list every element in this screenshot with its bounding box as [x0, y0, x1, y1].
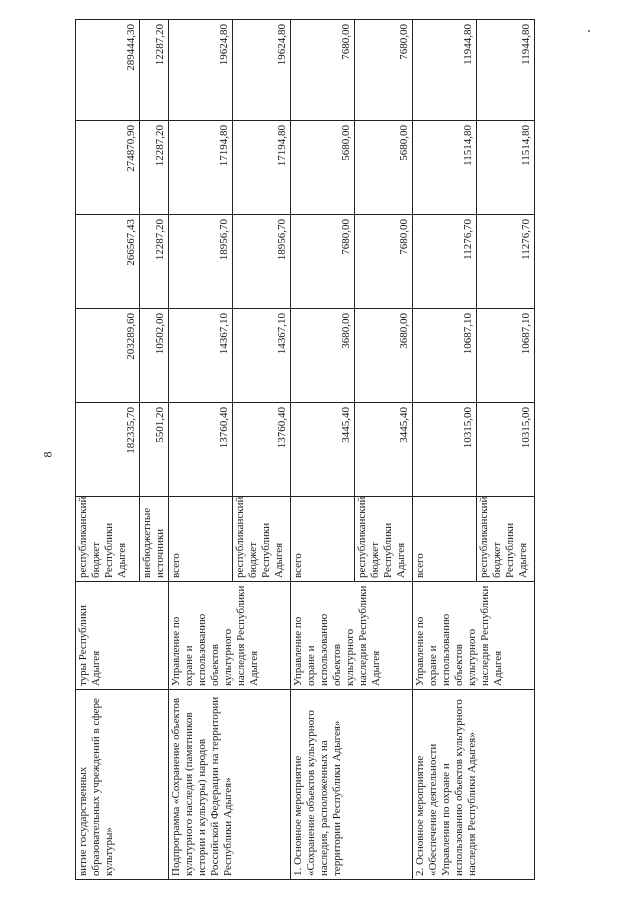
- amount-cell: 19624,80: [169, 20, 233, 121]
- amount-cell: 11514,80: [477, 121, 535, 215]
- amount-cell: 7680,00: [291, 215, 355, 309]
- executor-cell: Управление по охране и использованию объектов культурного наследия Республики Адыгея: [169, 582, 291, 690]
- table-row: [76, 20, 140, 880]
- program-name-cell: Подпрограмма «Сохранение объектов культурного наследия (памятников истории и культуры) народов Российской Федерации на территории Республики Адыгея»: [169, 690, 291, 880]
- amount-cell: 3680,00: [291, 309, 355, 403]
- funding-source-cell: республиканский бюджет Республики Адыгея: [477, 497, 535, 582]
- funding-source-cell: всего: [169, 497, 233, 582]
- table-row: [413, 20, 477, 880]
- program-name-cell: 2. Основное мероприятие «Обеспечение деятельности Управления по охране и использованию объектов культурного наследия Республики Адыгея»: [413, 690, 535, 880]
- amount-cell: 18956,70: [169, 215, 233, 309]
- amount-cell: 203289,60: [76, 309, 140, 403]
- funding-source-cell: республиканский бюджет Республики Адыгея: [76, 497, 140, 582]
- executor-cell: туры Республики Адыгея: [76, 582, 169, 690]
- program-name-cell: витие государственных образовательных учреждений в сфере культуры»: [76, 690, 169, 880]
- amount-cell: 5501,20: [140, 403, 169, 497]
- amount-cell: 19624,80: [233, 20, 291, 121]
- amount-cell: 17194,80: [169, 121, 233, 215]
- amount-cell: 18956,70: [233, 215, 291, 309]
- amount-cell: 12287,20: [140, 121, 169, 215]
- amount-cell: 12287,20: [140, 215, 169, 309]
- amount-cell: 11276,70: [413, 215, 477, 309]
- amount-cell: 10315,00: [477, 403, 535, 497]
- amount-cell: 289444,30: [76, 20, 140, 121]
- amount-cell: 14367,10: [233, 309, 291, 403]
- amount-cell: 5680,00: [355, 121, 413, 215]
- funding-source-cell: внебюджетные источники: [140, 497, 169, 582]
- amount-cell: 11944,80: [413, 20, 477, 121]
- amount-cell: 10687,10: [413, 309, 477, 403]
- funding-source-cell: всего: [291, 497, 355, 582]
- amount-cell: 5680,00: [291, 121, 355, 215]
- amount-cell: 13760,40: [233, 403, 291, 497]
- amount-cell: 182335,70: [76, 403, 140, 497]
- table-row: [169, 20, 233, 880]
- executor-cell: Управление по охране и использованию объектов культурного наследия Республики Адыгея: [413, 582, 535, 690]
- funding-source-cell: республиканский бюджет Республики Адыгея: [233, 497, 291, 582]
- table-body: [76, 20, 535, 880]
- amount-cell: 10315,00: [413, 403, 477, 497]
- table-row: [291, 20, 355, 880]
- amount-cell: 3680,00: [355, 309, 413, 403]
- funding-source-cell: всего: [413, 497, 477, 582]
- amount-cell: 14367,10: [169, 309, 233, 403]
- funding-source-cell: республиканский бюджет Республики Адыгея: [355, 497, 413, 582]
- amount-cell: 17194,80: [233, 121, 291, 215]
- amount-cell: 274870,90: [76, 121, 140, 215]
- program-name-cell: 1. Основное мероприятие «Сохранение объектов культурного наследия, расположенных на территории Республики Адыгея»: [291, 690, 413, 880]
- executor-cell: Управление по охране и использованию объектов культурного наследия Республики Адыгея: [291, 582, 413, 690]
- amount-cell: 3445,40: [291, 403, 355, 497]
- amount-cell: 7680,00: [355, 20, 413, 121]
- amount-cell: 7680,00: [291, 20, 355, 121]
- rotated-page-content: [75, 20, 532, 880]
- amount-cell: 11276,70: [477, 215, 535, 309]
- program-funding-table: [75, 19, 535, 880]
- amount-cell: 10502,00: [140, 309, 169, 403]
- amount-cell: 11944,80: [477, 20, 535, 121]
- amount-cell: 7680,00: [355, 215, 413, 309]
- scan-speck: [588, 30, 590, 32]
- amount-cell: 13760,40: [169, 403, 233, 497]
- amount-cell: 11514,80: [413, 121, 477, 215]
- amount-cell: 10687,10: [477, 309, 535, 403]
- page-number: 8: [40, 451, 55, 458]
- amount-cell: 12287,20: [140, 20, 169, 121]
- amount-cell: 3445,40: [355, 403, 413, 497]
- amount-cell: 266567,43: [76, 215, 140, 309]
